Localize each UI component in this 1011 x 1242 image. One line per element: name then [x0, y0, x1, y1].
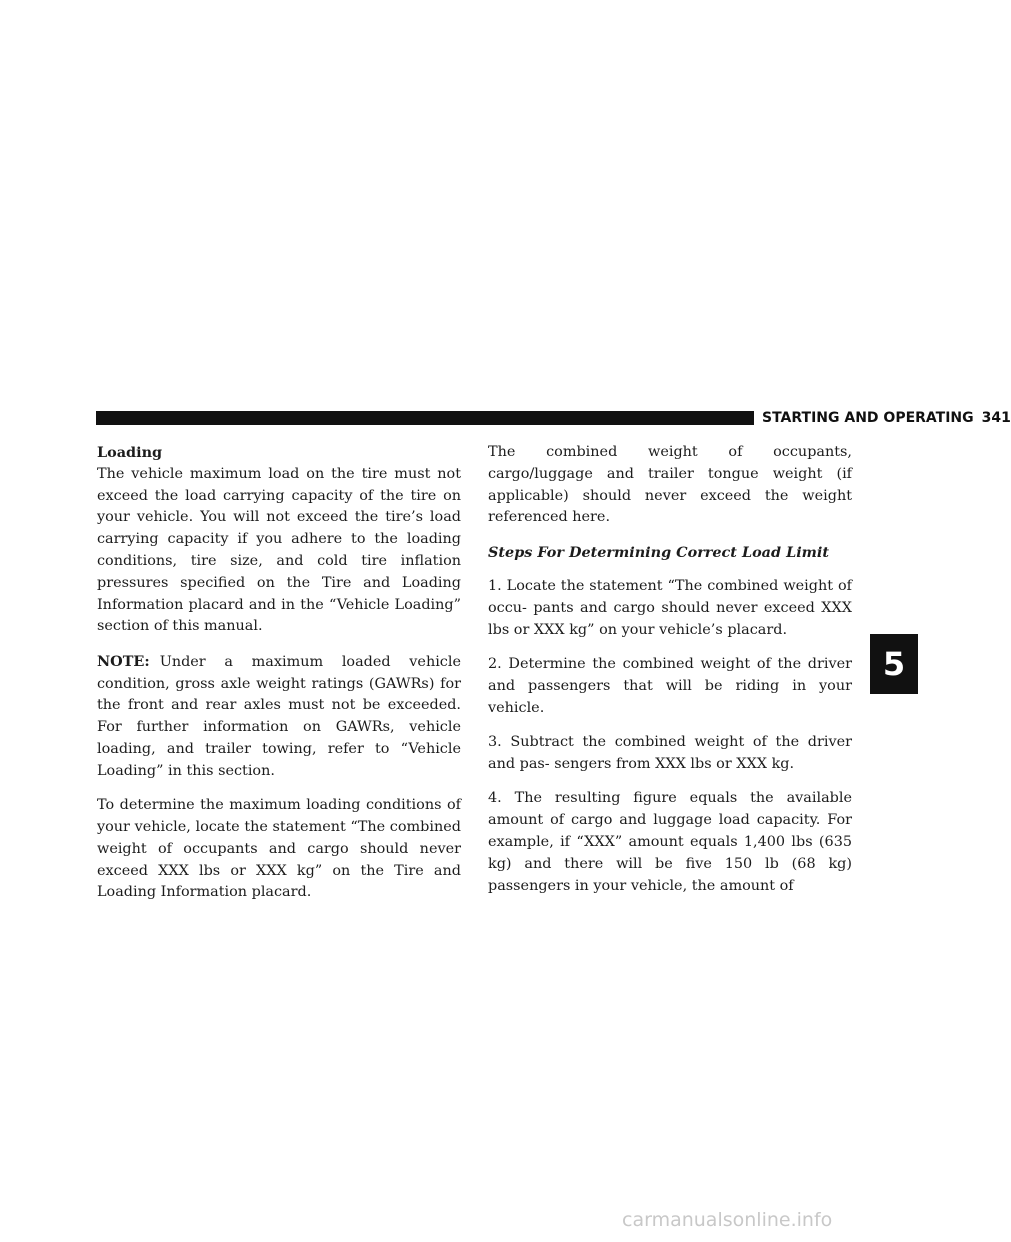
section-title: STARTING AND OPERATING: [762, 410, 974, 426]
combined-weight-paragraph: The combined weight of occupants, cargo/luggage and trailer tongue weight (if applicable) should never exceed the weight referenced here.: [488, 444, 852, 526]
header-rule-bar: [96, 411, 754, 425]
loading-paragraph: The vehicle maximum load on the tire must not exceed the load carrying capacity of the tire on your vehicle. You will not exceed the tire’s load carrying capacity if you adhere to the loading conditions, tire size, and cold tire inflation pressures specified on the Tire and Loading Information placard and in the “Vehicle Loading” section of this manual.: [97, 465, 461, 635]
watermark-text: carmanualsonline.info: [622, 1209, 833, 1231]
note-label: NOTE:: [97, 652, 150, 670]
page-number: 341: [981, 410, 1011, 426]
left-column: [97, 442, 461, 917]
loading-heading: Loading: [97, 444, 163, 461]
step-4: 4. The resulting figure equals the available amount of cargo and luggage load capacity. For example, if “XXX” amount equals 1,400 lbs (635 kg) and there will be five 150 lb (68 kg) passengers in your vehicle, the amount of: [488, 790, 852, 894]
max-loading-paragraph: To determine the maximum loading conditions of your vehicle, locate the statement “The combined weight of occupants and cargo should never exceed XXX lbs or XXX kg” on the Tire and Loading Information placard.: [97, 797, 461, 901]
chapter-tab: 5: [870, 634, 918, 694]
step-1: 1. Locate the statement “The combined weight of occu- pants and cargo should never exceed XXX lbs or XXX kg” on your vehicle’s placard.: [488, 578, 852, 638]
right-column: [488, 442, 852, 910]
note-text: Under a maximum loaded vehicle condition, gross axle weight ratings (GAWRs) for the front and rear axles must not be exceeded. For further information on GAWRs, vehicle loading, and trailer towing, refer to “Vehicle Loading” in this section.: [97, 653, 461, 779]
step-3: 3. Subtract the combined weight of the driver and pas- sengers from XXX lbs or XXX kg.: [488, 734, 852, 772]
steps-subheading: Steps For Determining Correct Load Limit: [488, 543, 829, 561]
step-2: 2. Determine the combined weight of the driver and passengers that will be riding in your vehicle.: [488, 656, 852, 716]
running-head: [762, 408, 1011, 428]
note-paragraph: [97, 651, 461, 783]
